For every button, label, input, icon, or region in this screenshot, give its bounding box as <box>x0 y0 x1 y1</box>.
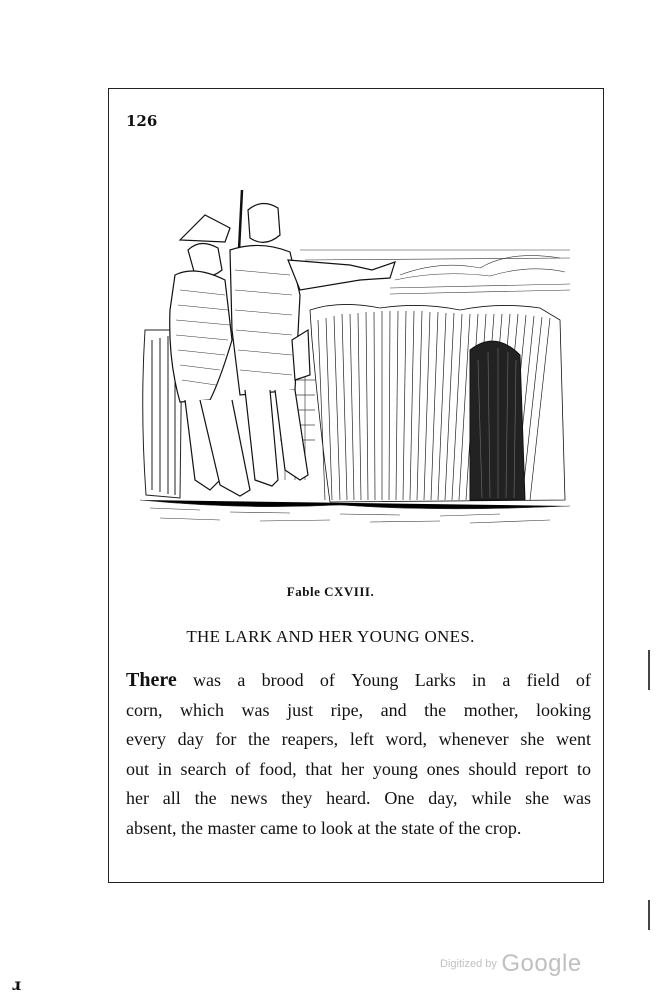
body-line-6: absent, the master came to look at the state of the crop. <box>126 817 522 838</box>
word: was <box>193 670 222 690</box>
page-number: 126 <box>126 112 158 130</box>
scan-edge-mark <box>648 900 650 930</box>
body-line-4: out in search of food, that her young ones should report to <box>126 758 591 779</box>
google-watermark <box>440 950 582 978</box>
fable-title: THE LARK AND HER YOUNG ONES. <box>186 627 475 646</box>
body-line-1 <box>126 666 591 696</box>
word: field <box>526 670 560 690</box>
scan-corner-mark: ɹ <box>12 975 22 994</box>
word: of <box>575 670 591 690</box>
word: in <box>472 670 487 690</box>
woodcut-illustration-icon <box>140 180 570 530</box>
fable-number: Fable CXVIII. <box>286 584 375 599</box>
word: a <box>237 670 246 690</box>
body-line-5: her all the news they heard. One day, while she was <box>126 788 591 809</box>
watermark-brand: Google <box>501 950 582 977</box>
word: a <box>502 670 511 690</box>
fable-body-text <box>126 666 591 844</box>
dropcap-word: There <box>126 669 177 691</box>
body-line-2: corn, which was just ripe, and the mother, looking <box>126 699 591 720</box>
body-line-3: every day for the reapers, left word, whenever she went <box>126 729 591 750</box>
word: Young <box>351 670 399 690</box>
word: Larks <box>414 670 456 690</box>
watermark-prefix: Digitized by <box>440 958 497 970</box>
word: brood <box>261 670 304 690</box>
scan-edge-mark <box>648 650 650 690</box>
word: of <box>319 670 335 690</box>
